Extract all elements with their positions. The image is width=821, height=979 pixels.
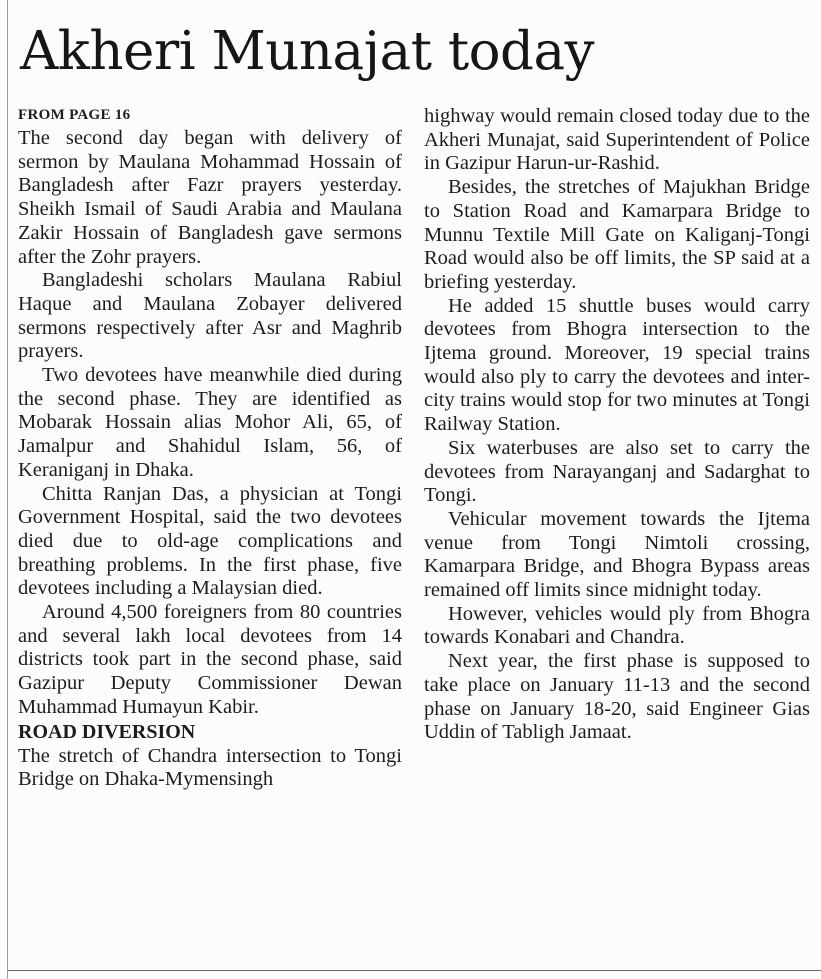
- bottom-rule: [8, 970, 821, 971]
- paragraph: However, vehicles would ply from Bhogra towards Konabari and Chandra.: [424, 602, 810, 649]
- paragraph: He added 15 shuttle buses would carry devotees from Bhogra intersection to the Ijtema ground. Moreover, 19 special trains would also ply to carry the devotees and inter-city trains would stop for two minutes at Tongi Railway Station.: [424, 294, 810, 436]
- paragraph: Around 4,500 foreigners from 80 countries and several lakh local devotees from 14 districts took part in the second phase, said Gazipur Deputy Commissioner Dewan Muhammad Humayun Kabir.: [18, 601, 402, 718]
- column-rule-left: [7, 0, 8, 979]
- article-column-left: [18, 103, 402, 792]
- headline: Akheri Munajat today: [20, 21, 595, 82]
- subhead-road-diversion: ROAD DIVERSION: [18, 720, 196, 743]
- paragraph: The stretch of Chandra intersection to Tongi Bridge on Dhaka-Mymensingh: [18, 744, 402, 791]
- paragraph: Next year, the first phase is supposed to take place on January 11-13 and the second phase on January 18-20, said Engineer Gias Uddin of Tabligh Jamaat.: [424, 650, 810, 744]
- continuation-kicker: FROM PAGE 16: [18, 107, 131, 123]
- paragraph: Bangladeshi scholars Maulana Rabiul Haque and Maulana Zobayer delivered sermons respectively after Asr and Maghrib prayers.: [18, 269, 402, 363]
- paragraph: Vehicular movement towards the Ijtema venue from Tongi Nimtoli crossing, Kamarpara Bridge, and Bhogra Bypass areas remained off limits since midnight today.: [424, 507, 810, 602]
- paragraph: Besides, the stretches of Majukhan Bridge to Station Road and Kamarpara Bridge to Munnu Textile Mill Gate on Kaliganj-Tongi Road would also be off limits, the SP said at a briefing yesterday.: [424, 176, 810, 293]
- paragraph: The second day began with delivery of sermon by Maulana Mohammad Hossain of Bangladesh after Fazr prayers yesterday. Sheikh Ismail of Saudi Arabia and Maulana Zakir Hossain of Bangladesh gave sermons after the Zohr prayers.: [18, 127, 402, 268]
- paragraph: Six waterbuses are also set to carry the devotees from Narayanganj and Sadarghat to Tongi.: [424, 436, 810, 507]
- paragraph: Two devotees have meanwhile died during the second phase. They are identified as Mobarak Hossain alias Mohor Ali, 65, of Jamalpur and Shahidul Islam, 56, of Keraniganj in Dhaka.: [18, 364, 402, 481]
- paragraph: Chitta Ranjan Das, a physician at Tongi Government Hospital, said the two devotees died due to old-age complications and breathing problems. In the first phase, five devotees including a Malaysian died.: [18, 482, 402, 600]
- article-column-right: [424, 105, 810, 745]
- paragraph: highway would remain closed today due to the Akheri Munajat, said Superintendent of Police in Gazipur Harun-ur-Rashid.: [424, 105, 810, 175]
